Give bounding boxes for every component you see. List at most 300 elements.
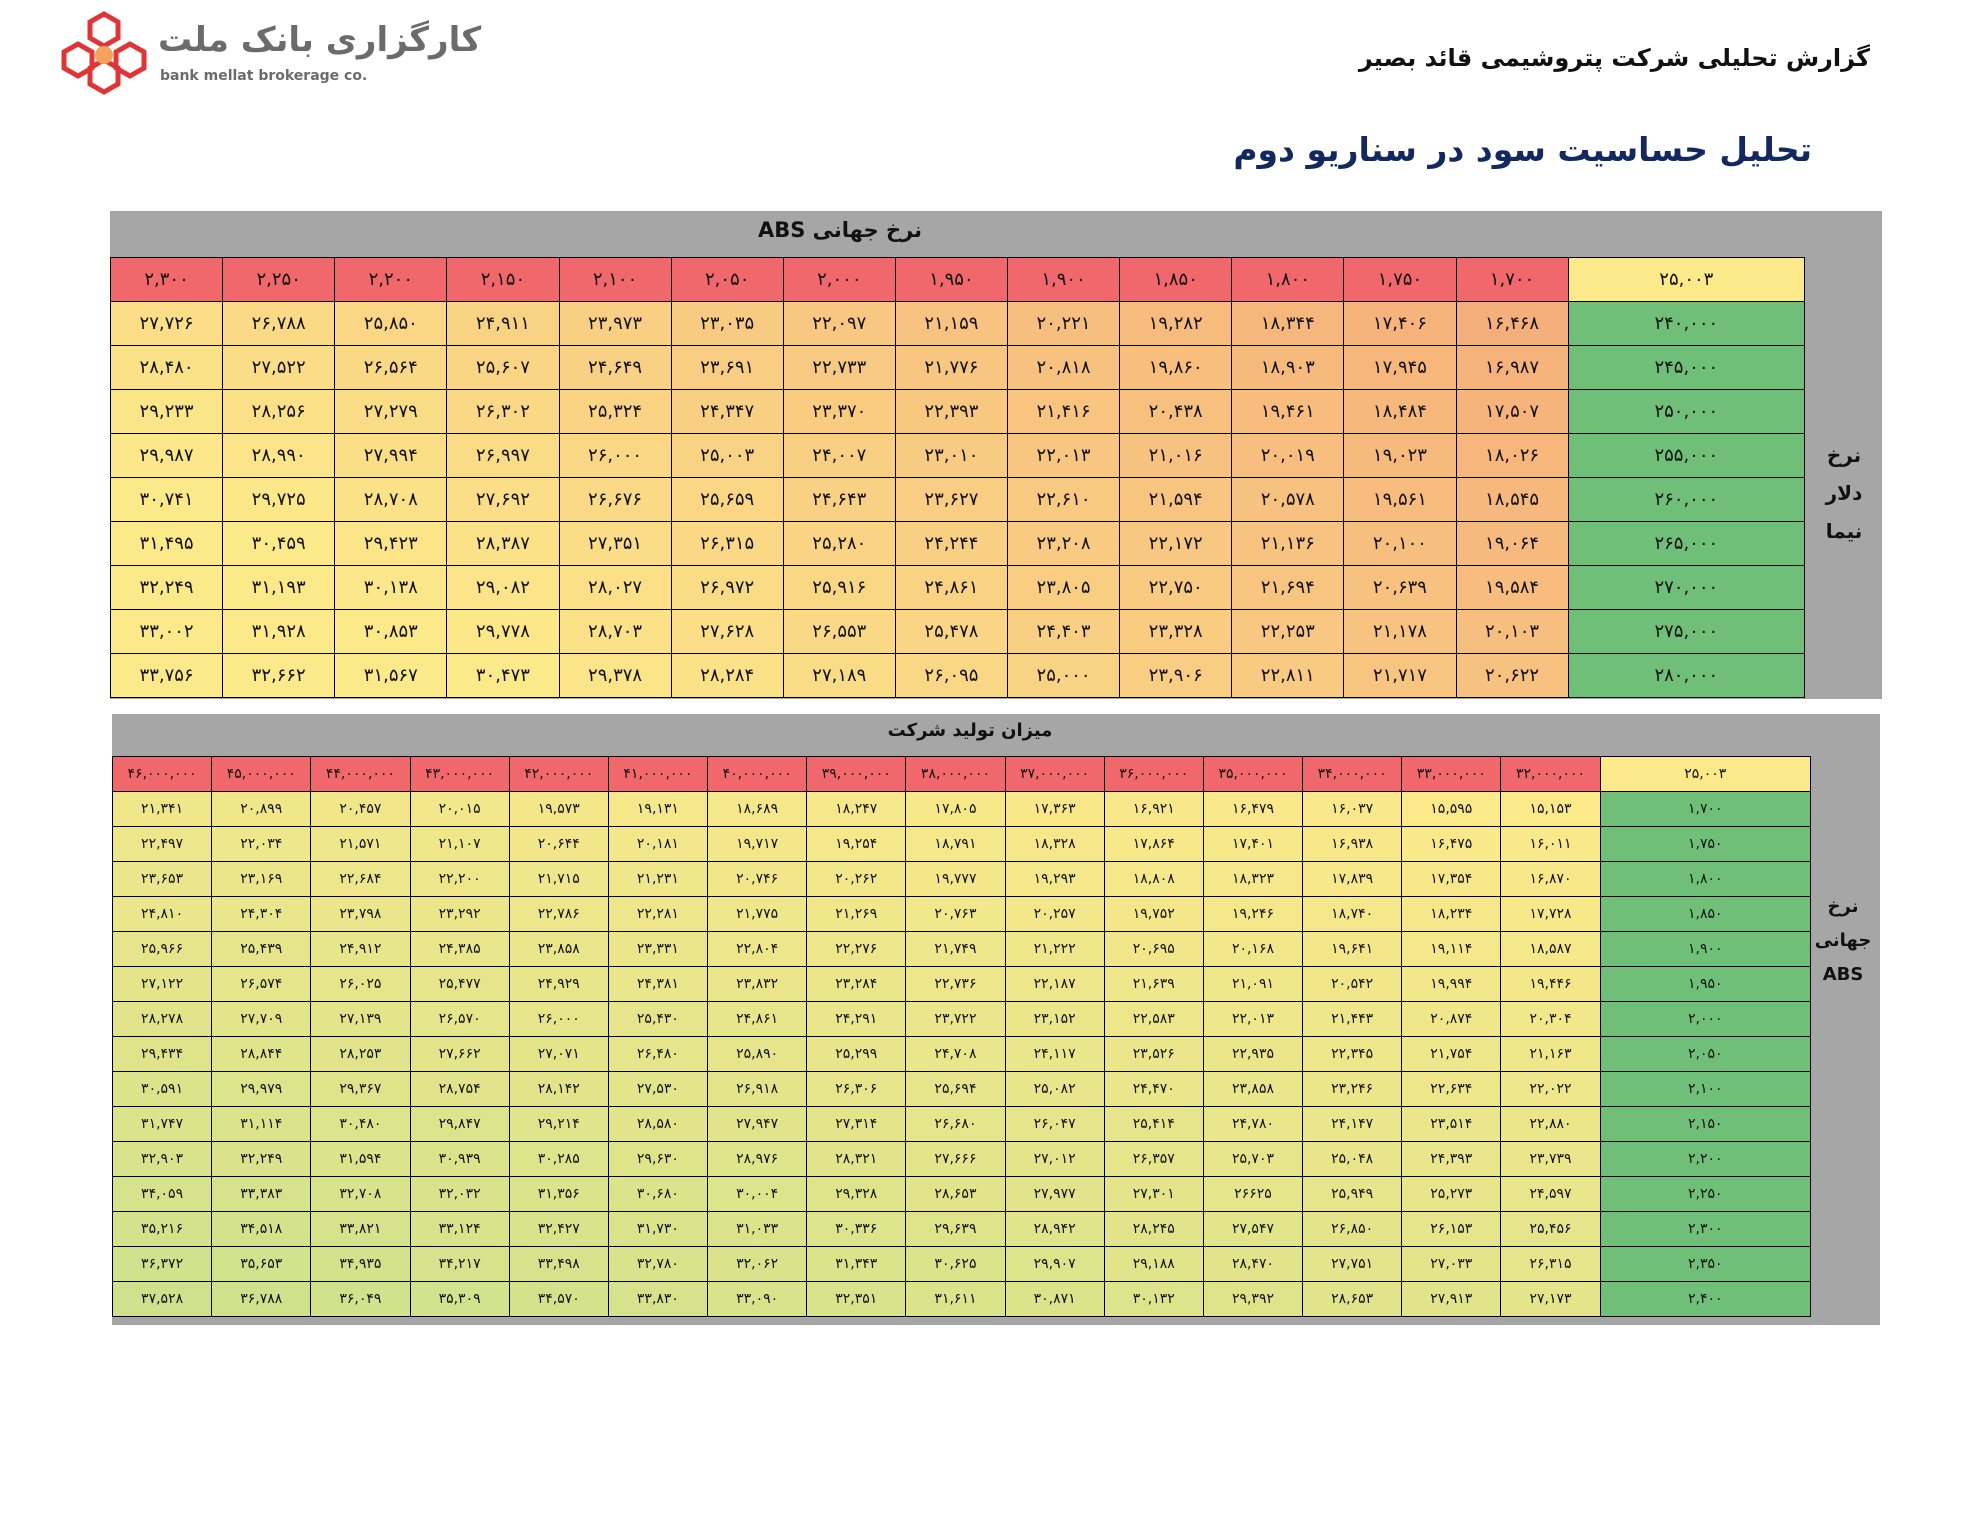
value-cell: ۲۰,۰۱۹ [1232,434,1344,478]
value-cell: ۳۰,۱۳۸ [335,566,447,610]
value-cell: ۲۲,۷۳۶ [906,967,1005,1002]
value-cell: ۳۴,۹۳۵ [311,1247,410,1282]
column-header: ۲,۰۵۰ [671,258,783,302]
value-cell: ۲۷,۰۳۳ [1402,1247,1501,1282]
value-cell: ۲۳,۸۳۲ [708,967,807,1002]
table-row [113,1142,1811,1177]
value-cell: ۱۹,۲۹۳ [1005,862,1104,897]
value-cell: ۲۲,۷۸۶ [509,897,608,932]
value-cell: ۲۳,۱۶۹ [212,862,311,897]
value-cell: ۲۳,۳۷۰ [783,390,895,434]
value-cell: ۲۶,۶۷۶ [559,478,671,522]
value-cell: ۲۵,۴۳۰ [608,1002,707,1037]
value-cell: ۲۶,۱۵۳ [1402,1212,1501,1247]
value-cell: ۲۲,۷۵۰ [1120,566,1232,610]
value-cell: ۲۰,۱۰۰ [1344,522,1456,566]
value-cell: ۲۷,۹۴۷ [708,1107,807,1142]
value-cell: ۲۹,۷۷۸ [447,610,559,654]
value-cell: ۲۵,۰۸۲ [1005,1072,1104,1107]
value-cell: ۲۴,۷۸۰ [1203,1107,1302,1142]
value-cell: ۲۰,۷۴۶ [708,862,807,897]
value-cell: ۲۰,۶۲۲ [1456,654,1568,698]
value-cell: ۲۰,۳۰۴ [1501,1002,1600,1037]
table1-side-title-line3: نیما [1825,519,1863,543]
value-cell: ۲۱,۵۷۱ [311,827,410,862]
value-cell: ۲۰,۲۲۱ [1008,302,1120,346]
value-cell: ۳۱,۰۳۳ [708,1212,807,1247]
value-cell: ۲۲,۳۹۳ [895,390,1007,434]
value-cell: ۱۸,۲۴۷ [807,792,906,827]
value-cell: ۲۷,۶۶۲ [410,1037,509,1072]
value-cell: ۲۱,۴۱۶ [1008,390,1120,434]
value-cell: ۱۷,۴۰۶ [1344,302,1456,346]
value-cell: ۲۶,۰۰۰ [509,1002,608,1037]
value-cell: ۱۸,۰۲۶ [1456,434,1568,478]
value-cell: ۲۰,۶۴۴ [509,827,608,862]
column-header: ۳۷,۰۰۰,۰۰۰ [1005,757,1104,792]
value-cell: ۲۵,۴۷۸ [895,610,1007,654]
table-row [113,1212,1811,1247]
value-cell: ۲۶,۳۵۷ [1104,1142,1203,1177]
value-cell: ۳۳,۰۰۲ [111,610,223,654]
value-cell: ۲۷,۳۰۱ [1104,1177,1203,1212]
value-cell: ۲۹,۴۲۳ [335,522,447,566]
value-cell: ۲۸,۹۹۰ [223,434,335,478]
value-cell: ۱۹,۷۵۲ [1104,897,1203,932]
value-cell: ۲۹,۳۶۷ [311,1072,410,1107]
table-row [111,390,1805,434]
row-label: ۲۸۰,۰۰۰ [1568,654,1804,698]
value-cell: ۲۴,۶۴۳ [783,478,895,522]
value-cell: ۱۷,۴۰۱ [1203,827,1302,862]
header-row [111,258,1805,302]
value-cell: ۳۴,۵۱۸ [212,1212,311,1247]
value-cell: ۱۶,۹۲۱ [1104,792,1203,827]
value-cell: ۲۷,۹۷۷ [1005,1177,1104,1212]
value-cell: ۲۷,۵۲۲ [223,346,335,390]
row-label: ۲۴۰,۰۰۰ [1568,302,1804,346]
value-cell: ۲۷,۶۲۸ [671,610,783,654]
column-header: ۱,۷۰۰ [1456,258,1568,302]
value-cell: ۲۷,۶۹۲ [447,478,559,522]
value-cell: ۲۹,۳۲۸ [807,1177,906,1212]
value-cell: ۲۸,۲۷۸ [113,1002,212,1037]
value-cell: ۱۹,۲۵۴ [807,827,906,862]
value-cell: ۳۳,۱۲۴ [410,1212,509,1247]
value-cell: ۲۷,۳۱۴ [807,1107,906,1142]
value-cell: ۲۹,۰۸۲ [447,566,559,610]
value-cell: ۲۱,۱۶۳ [1501,1037,1600,1072]
value-cell: ۲۹,۴۳۴ [113,1037,212,1072]
value-cell: ۲۹,۱۸۸ [1104,1247,1203,1282]
value-cell: ۲۷,۳۵۱ [559,522,671,566]
value-cell: ۱۹,۹۹۴ [1402,967,1501,1002]
value-cell: ۲۳,۰۳۵ [671,302,783,346]
value-cell: ۳۱,۶۱۱ [906,1282,1005,1317]
value-cell: ۲۱,۰۱۶ [1120,434,1232,478]
value-cell: ۲۶,۹۷۲ [671,566,783,610]
value-cell: ۱۶,۸۷۰ [1501,862,1600,897]
table-row [113,932,1811,967]
value-cell: ۲۵,۶۵۹ [671,478,783,522]
table-row [113,897,1811,932]
value-cell: ۲۰,۵۷۸ [1232,478,1344,522]
column-header: ۲,۲۰۰ [335,258,447,302]
value-cell: ۳۰,۶۸۰ [608,1177,707,1212]
value-cell: ۲۳,۱۵۲ [1005,1002,1104,1037]
value-cell: ۲۴,۵۹۷ [1501,1177,1600,1212]
value-cell: ۲۷,۶۶۶ [906,1142,1005,1177]
row-label: ۱,۹۰۰ [1600,932,1810,967]
value-cell: ۳۰,۱۳۲ [1104,1282,1203,1317]
value-cell: ۱۶,۴۷۵ [1402,827,1501,862]
value-cell: ۲۲,۸۸۰ [1501,1107,1600,1142]
value-cell: ۳۱,۴۹۵ [111,522,223,566]
value-cell: ۲۳,۲۰۸ [1008,522,1120,566]
value-cell: ۳۰,۹۳۹ [410,1142,509,1177]
table2-side-title-line1: نرخ [1827,896,1859,917]
value-cell: ۲۶,۸۵۰ [1303,1212,1402,1247]
value-cell: ۲۷,۱۳۹ [311,1002,410,1037]
table-row [113,827,1811,862]
value-cell: ۳۶,۰۴۹ [311,1282,410,1317]
value-cell: ۲۸,۹۷۶ [708,1142,807,1177]
value-cell: ۱۹,۲۴۶ [1203,897,1302,932]
value-cell: ۲۳,۶۵۳ [113,862,212,897]
value-cell: ۲۴,۸۶۱ [708,1002,807,1037]
column-header: ۳۸,۰۰۰,۰۰۰ [906,757,1005,792]
value-cell: ۳۰,۸۷۱ [1005,1282,1104,1317]
value-cell: ۲۴,۲۹۱ [807,1002,906,1037]
value-cell: ۲۸,۳۸۷ [447,522,559,566]
value-cell: ۲۹,۹۷۹ [212,1072,311,1107]
table2-side-title-line3: ABS [1822,964,1864,986]
value-cell: ۲۲,۱۷۲ [1120,522,1232,566]
value-cell: ۱۷,۸۳۹ [1303,862,1402,897]
value-cell: ۲۱,۷۷۶ [895,346,1007,390]
column-header: ۳۶,۰۰۰,۰۰۰ [1104,757,1203,792]
value-cell: ۲۸,۷۰۳ [559,610,671,654]
value-cell: ۲۰,۱۶۸ [1203,932,1302,967]
value-cell: ۱۷,۵۰۷ [1456,390,1568,434]
value-cell: ۱۹,۰۶۴ [1456,522,1568,566]
value-cell: ۲۱,۷۱۷ [1344,654,1456,698]
value-cell: ۲۱,۳۴۱ [113,792,212,827]
value-cell: ۳۱,۷۳۰ [608,1212,707,1247]
column-header: ۴۳,۰۰۰,۰۰۰ [410,757,509,792]
value-cell: ۲۴,۹۲۹ [509,967,608,1002]
value-cell: ۱۹,۴۴۶ [1501,967,1600,1002]
table-row [113,862,1811,897]
value-cell: ۳۴,۰۵۹ [113,1177,212,1212]
table-row [113,1282,1811,1317]
value-cell: ۲۱,۴۴۳ [1303,1002,1402,1037]
value-cell: ۳۴,۲۱۷ [410,1247,509,1282]
value-cell: ۲۸,۰۲۷ [559,566,671,610]
column-header: ۳۴,۰۰۰,۰۰۰ [1303,757,1402,792]
value-cell: ۲۵,۸۹۰ [708,1037,807,1072]
value-cell: ۱۷,۳۵۴ [1402,862,1501,897]
value-cell: ۱۶,۹۸۷ [1456,346,1568,390]
value-cell: ۳۲,۳۵۱ [807,1282,906,1317]
header-row [113,757,1811,792]
value-cell: ۲۶,۴۸۰ [608,1037,707,1072]
value-cell: ۳۳,۴۹۸ [509,1247,608,1282]
value-cell: ۲۲,۶۸۴ [311,862,410,897]
value-cell: ۲۴,۴۷۰ [1104,1072,1203,1107]
value-cell: ۲۰,۸۷۴ [1402,1002,1501,1037]
table-row [111,434,1805,478]
column-header: ۱,۸۰۰ [1232,258,1344,302]
value-cell: ۲۳,۳۳۱ [608,932,707,967]
row-label: ۲,۲۰۰ [1600,1142,1810,1177]
value-cell: ۲۹,۳۷۸ [559,654,671,698]
value-cell: ۲۹,۲۱۴ [509,1107,608,1142]
value-cell: ۲۲,۲۷۶ [807,932,906,967]
table-row [113,792,1811,827]
value-cell: ۱۸,۹۰۳ [1232,346,1344,390]
value-cell: ۲۶,۹۹۷ [447,434,559,478]
value-cell: ۲۱,۱۵۹ [895,302,1007,346]
table1-top-title: نرخ جهانی ABS [757,218,923,242]
table-row [111,566,1805,610]
value-cell: ۲۵,۹۶۶ [113,932,212,967]
value-cell: ۳۰,۸۵۳ [335,610,447,654]
base-value-cell: ۲۵,۰۰۳ [1568,258,1804,302]
value-cell: ۲۲,۳۴۵ [1303,1037,1402,1072]
value-cell: ۲۱,۷۷۵ [708,897,807,932]
value-cell: ۲۳,۸۵۸ [509,932,608,967]
table-row [111,654,1805,698]
value-cell: ۲۷,۱۷۳ [1501,1282,1600,1317]
value-cell: ۳۲,۷۸۰ [608,1247,707,1282]
value-cell: ۲۶,۵۷۴ [212,967,311,1002]
value-cell: ۱۶,۰۱۱ [1501,827,1600,862]
row-label: ۲۶۵,۰۰۰ [1568,522,1804,566]
value-cell: ۳۱,۱۱۴ [212,1107,311,1142]
column-header: ۴۶,۰۰۰,۰۰۰ [113,757,212,792]
table-row [111,610,1805,654]
value-cell: ۱۶,۴۷۹ [1203,792,1302,827]
value-cell: ۲۰,۴۳۸ [1120,390,1232,434]
value-cell: ۲۶۶۲۵ [1203,1177,1302,1212]
value-cell: ۲۷,۵۴۷ [1203,1212,1302,1247]
value-cell: ۲۹,۷۲۵ [223,478,335,522]
value-cell: ۲۳,۹۰۶ [1120,654,1232,698]
value-cell: ۲۸,۳۲۱ [807,1142,906,1177]
value-cell: ۲۱,۷۱۵ [509,862,608,897]
value-cell: ۲۸,۶۵۳ [1303,1282,1402,1317]
value-cell: ۲۳,۷۳۹ [1501,1142,1600,1177]
value-cell: ۲۸,۲۵۳ [311,1037,410,1072]
value-cell: ۱۹,۵۶۱ [1344,478,1456,522]
value-cell: ۲۸,۲۸۴ [671,654,783,698]
value-cell: ۳۱,۵۶۷ [335,654,447,698]
value-cell: ۱۹,۱۱۴ [1402,932,1501,967]
value-cell: ۲۶,۳۱۵ [671,522,783,566]
value-cell: ۱۸,۷۴۰ [1303,897,1402,932]
value-cell: ۲۵,۴۳۹ [212,932,311,967]
value-cell: ۲۶,۰۰۰ [559,434,671,478]
value-cell: ۲۵,۴۷۷ [410,967,509,1002]
value-cell: ۳۷,۵۲۸ [113,1282,212,1317]
value-cell: ۲۴,۱۱۷ [1005,1037,1104,1072]
value-cell: ۲۲,۲۰۰ [410,862,509,897]
value-cell: ۳۱,۳۴۳ [807,1247,906,1282]
value-cell: ۲۵,۰۰۰ [1008,654,1120,698]
value-cell: ۲۵,۷۰۳ [1203,1142,1302,1177]
value-cell: ۲۵,۲۷۳ [1402,1177,1501,1212]
value-cell: ۲۰,۶۳۹ [1344,566,1456,610]
row-label: ۱,۷۰۰ [1600,792,1810,827]
value-cell: ۲۸,۷۰۸ [335,478,447,522]
report-title: گزارش تحلیلی شرکت پتروشیمی قائد بصیر [1358,44,1870,72]
row-label: ۲۵۵,۰۰۰ [1568,434,1804,478]
value-cell: ۳۱,۳۵۶ [509,1177,608,1212]
row-label: ۲,۰۰۰ [1600,1002,1810,1037]
value-cell: ۲۸,۶۵۳ [906,1177,1005,1212]
value-cell: ۳۰,۴۷۳ [447,654,559,698]
value-cell: ۲۰,۵۴۲ [1303,967,1402,1002]
value-cell: ۳۱,۱۹۳ [223,566,335,610]
column-header: ۲,۰۰۰ [783,258,895,302]
value-cell: ۱۸,۸۰۸ [1104,862,1203,897]
value-cell: ۲۳,۳۲۸ [1120,610,1232,654]
row-label: ۱,۷۵۰ [1600,827,1810,862]
value-cell: ۲۳,۲۴۶ [1303,1072,1402,1107]
value-cell: ۲۰,۸۹۹ [212,792,311,827]
value-cell: ۲۳,۷۹۸ [311,897,410,932]
value-cell: ۲۸,۸۴۴ [212,1037,311,1072]
value-cell: ۲۰,۸۱۸ [1008,346,1120,390]
value-cell: ۱۸,۴۸۴ [1344,390,1456,434]
value-cell: ۲۲,۰۹۷ [783,302,895,346]
value-cell: ۲۵,۰۰۳ [671,434,783,478]
value-cell: ۳۳,۸۳۰ [608,1282,707,1317]
value-cell: ۲۶,۰۲۵ [311,967,410,1002]
value-cell: ۲۴,۱۴۷ [1303,1107,1402,1142]
table2-side-title [1810,890,1876,993]
value-cell: ۱۸,۳۴۴ [1232,302,1344,346]
value-cell: ۳۳,۷۵۶ [111,654,223,698]
value-cell: ۲۸,۴۷۰ [1203,1247,1302,1282]
value-cell: ۲۸,۲۴۵ [1104,1212,1203,1247]
value-cell: ۱۷,۸۶۴ [1104,827,1203,862]
value-cell: ۱۶,۰۳۷ [1303,792,1402,827]
table-row [113,1002,1811,1037]
value-cell: ۱۶,۴۶۸ [1456,302,1568,346]
value-cell: ۲۴,۰۰۷ [783,434,895,478]
column-header: ۴۴,۰۰۰,۰۰۰ [311,757,410,792]
value-cell: ۲۳,۶۹۱ [671,346,783,390]
value-cell: ۲۹,۸۴۷ [410,1107,509,1142]
value-cell: ۲۲,۱۸۷ [1005,967,1104,1002]
value-cell: ۲۰,۱۰۳ [1456,610,1568,654]
value-cell: ۳۱,۷۴۷ [113,1107,212,1142]
value-cell: ۲۳,۶۲۷ [895,478,1007,522]
table-row [111,346,1805,390]
value-cell: ۲۸,۹۴۲ [1005,1212,1104,1247]
value-cell: ۲۳,۵۱۴ [1402,1107,1501,1142]
value-cell: ۳۲,۲۴۹ [212,1142,311,1177]
value-cell: ۳۰,۵۹۱ [113,1072,212,1107]
row-label: ۱,۸۰۰ [1600,862,1810,897]
row-label: ۱,۸۵۰ [1600,897,1810,932]
value-cell: ۱۷,۹۴۵ [1344,346,1456,390]
value-cell: ۲۷,۹۹۴ [335,434,447,478]
row-label: ۲۷۰,۰۰۰ [1568,566,1804,610]
value-cell: ۳۳,۰۹۰ [708,1282,807,1317]
value-cell: ۲۱,۷۵۴ [1402,1037,1501,1072]
value-cell: ۲۲,۰۱۳ [1203,1002,1302,1037]
value-cell: ۳۱,۹۲۸ [223,610,335,654]
value-cell: ۱۸,۷۹۱ [906,827,1005,862]
value-cell: ۲۵,۴۵۶ [1501,1212,1600,1247]
table-row [113,967,1811,1002]
value-cell: ۱۵,۵۹۵ [1402,792,1501,827]
value-cell: ۲۳,۲۸۴ [807,967,906,1002]
value-cell: ۲۲,۶۱۰ [1008,478,1120,522]
value-cell: ۲۶,۰۹۵ [895,654,1007,698]
value-cell: ۲۹,۲۳۳ [111,390,223,434]
value-cell: ۳۳,۳۸۳ [212,1177,311,1212]
column-header: ۲,۲۵۰ [223,258,335,302]
bank-mellat-logo [60,8,482,98]
value-cell: ۲۱,۶۹۴ [1232,566,1344,610]
value-cell: ۲۲,۸۰۴ [708,932,807,967]
row-label: ۲۵۰,۰۰۰ [1568,390,1804,434]
value-cell: ۲۵,۶۹۴ [906,1072,1005,1107]
column-header: ۴۰,۰۰۰,۰۰۰ [708,757,807,792]
value-cell: ۲۲,۷۳۳ [783,346,895,390]
value-cell: ۲۵,۶۰۷ [447,346,559,390]
value-cell: ۲۳,۰۱۰ [895,434,1007,478]
value-cell: ۱۸,۵۸۷ [1501,932,1600,967]
value-cell: ۳۰,۴۵۹ [223,522,335,566]
value-cell: ۲۶,۵۵۳ [783,610,895,654]
value-cell: ۱۸,۲۳۴ [1402,897,1501,932]
table1-side-title-line2: دلار [1825,481,1863,505]
value-cell: ۲۵,۸۵۰ [335,302,447,346]
value-cell: ۲۷,۹۱۳ [1402,1282,1501,1317]
table1-side-title-line1: نرخ [1826,443,1862,467]
value-cell: ۲۶,۹۱۸ [708,1072,807,1107]
value-cell: ۲۵,۰۴۸ [1303,1142,1402,1177]
value-cell: ۳۳,۸۲۱ [311,1212,410,1247]
value-cell: ۱۹,۵۷۳ [509,792,608,827]
table2-top-title: میزان تولید شرکت [887,720,1053,741]
value-cell: ۲۶,۳۰۲ [447,390,559,434]
row-label: ۲,۱۰۰ [1600,1072,1810,1107]
value-cell: ۲۵,۲۹۹ [807,1037,906,1072]
row-label: ۲۷۵,۰۰۰ [1568,610,1804,654]
value-cell: ۲۴,۶۴۹ [559,346,671,390]
value-cell: ۱۹,۸۶۰ [1120,346,1232,390]
value-cell: ۱۹,۷۱۷ [708,827,807,862]
value-cell: ۳۶,۷۸۸ [212,1282,311,1317]
row-label: ۲۴۵,۰۰۰ [1568,346,1804,390]
value-cell: ۱۹,۴۶۱ [1232,390,1344,434]
table-row [113,1037,1811,1072]
value-cell: ۲۵,۴۱۴ [1104,1107,1203,1142]
value-cell: ۲۲,۰۲۲ [1501,1072,1600,1107]
value-cell: ۳۰,۴۸۰ [311,1107,410,1142]
value-cell: ۲۴,۷۰۸ [906,1037,1005,1072]
value-cell: ۲۸,۵۸۰ [608,1107,707,1142]
logo-name-fa: کارگزاری بانک ملت [158,20,482,60]
sensitivity-table-dollar-abs [110,257,1805,698]
value-cell: ۲۴,۳۹۳ [1402,1142,1501,1177]
